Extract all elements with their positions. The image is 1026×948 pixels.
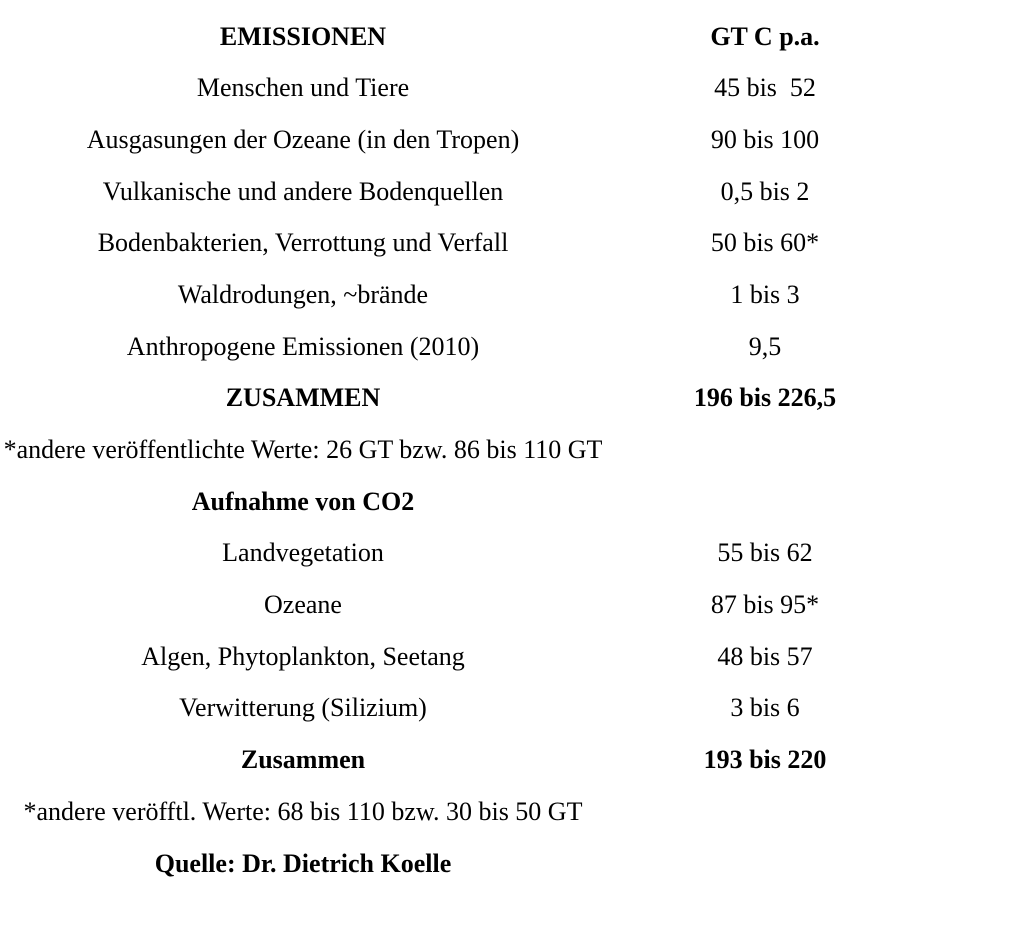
total-value: 196 bis 226,5 — [693, 383, 837, 413]
row-label: Bodenbakterien, Verrottung und Verfall — [97, 228, 509, 258]
total-label: ZUSAMMEN — [225, 383, 381, 413]
row-value: 55 bis 62 — [717, 538, 813, 568]
absorption-total-row — [0, 735, 1026, 787]
column-header-gtc: GT C p.a. — [710, 21, 820, 51]
column-header-emissionen: EMISSIONEN — [219, 21, 387, 51]
emissions-total-row — [0, 373, 1026, 425]
footnote-text: *andere veröfftl. Werte: 68 bis 110 bzw. 30 bis 50 GT — [23, 796, 583, 826]
table-row — [0, 631, 1026, 683]
row-value: 0,5 bis 2 — [720, 176, 810, 206]
source-text: Quelle: Dr. Dietrich Koelle — [154, 848, 452, 878]
row-label: Verwitterung (Silizium) — [179, 693, 427, 723]
absorption-section-header-row — [0, 476, 1026, 528]
row-label: Ozeane — [264, 590, 342, 620]
emissions-footnote-row — [0, 425, 1026, 477]
section-header: Aufnahme von CO2 — [191, 486, 415, 516]
row-label: Anthropogene Emissionen (2010) — [126, 331, 480, 361]
table-row — [0, 683, 1026, 735]
table-row — [0, 269, 1026, 321]
table-row — [0, 528, 1026, 580]
row-value: 87 bis 95* — [710, 590, 820, 620]
table-row — [0, 580, 1026, 632]
table-row — [0, 114, 1026, 166]
row-label: Vulkanische und andere Bodenquellen — [102, 176, 504, 206]
table-row — [0, 63, 1026, 115]
absorption-footnote-row — [0, 786, 1026, 838]
table-row — [0, 166, 1026, 218]
row-value: 50 bis 60* — [710, 228, 820, 258]
row-label: Ausgasungen der Ozeane (in den Tropen) — [86, 124, 520, 154]
table-header-row — [0, 11, 1026, 63]
row-label: Algen, Phytoplankton, Seetang — [141, 641, 465, 671]
row-label: Menschen und Tiere — [196, 73, 410, 103]
table-row — [0, 321, 1026, 373]
row-value: 90 bis 100 — [710, 124, 820, 154]
row-value: 45 bis 52 — [714, 73, 816, 103]
row-value: 1 bis 3 — [730, 279, 800, 309]
footnote-text: *andere veröffentlichte Werte: 26 GT bzw. 86 bis 110 GT — [3, 435, 603, 465]
total-label: Zusammen — [240, 745, 366, 775]
row-label: Landvegetation — [222, 538, 384, 568]
row-value: 48 bis 57 — [717, 641, 813, 671]
source-row — [0, 838, 1026, 890]
row-value: 3 bis 6 — [730, 693, 800, 723]
row-label: Waldrodungen, ~brände — [177, 279, 429, 309]
total-value: 193 bis 220 — [703, 745, 827, 775]
row-value: 9,5 — [748, 331, 782, 361]
table-row — [0, 218, 1026, 270]
